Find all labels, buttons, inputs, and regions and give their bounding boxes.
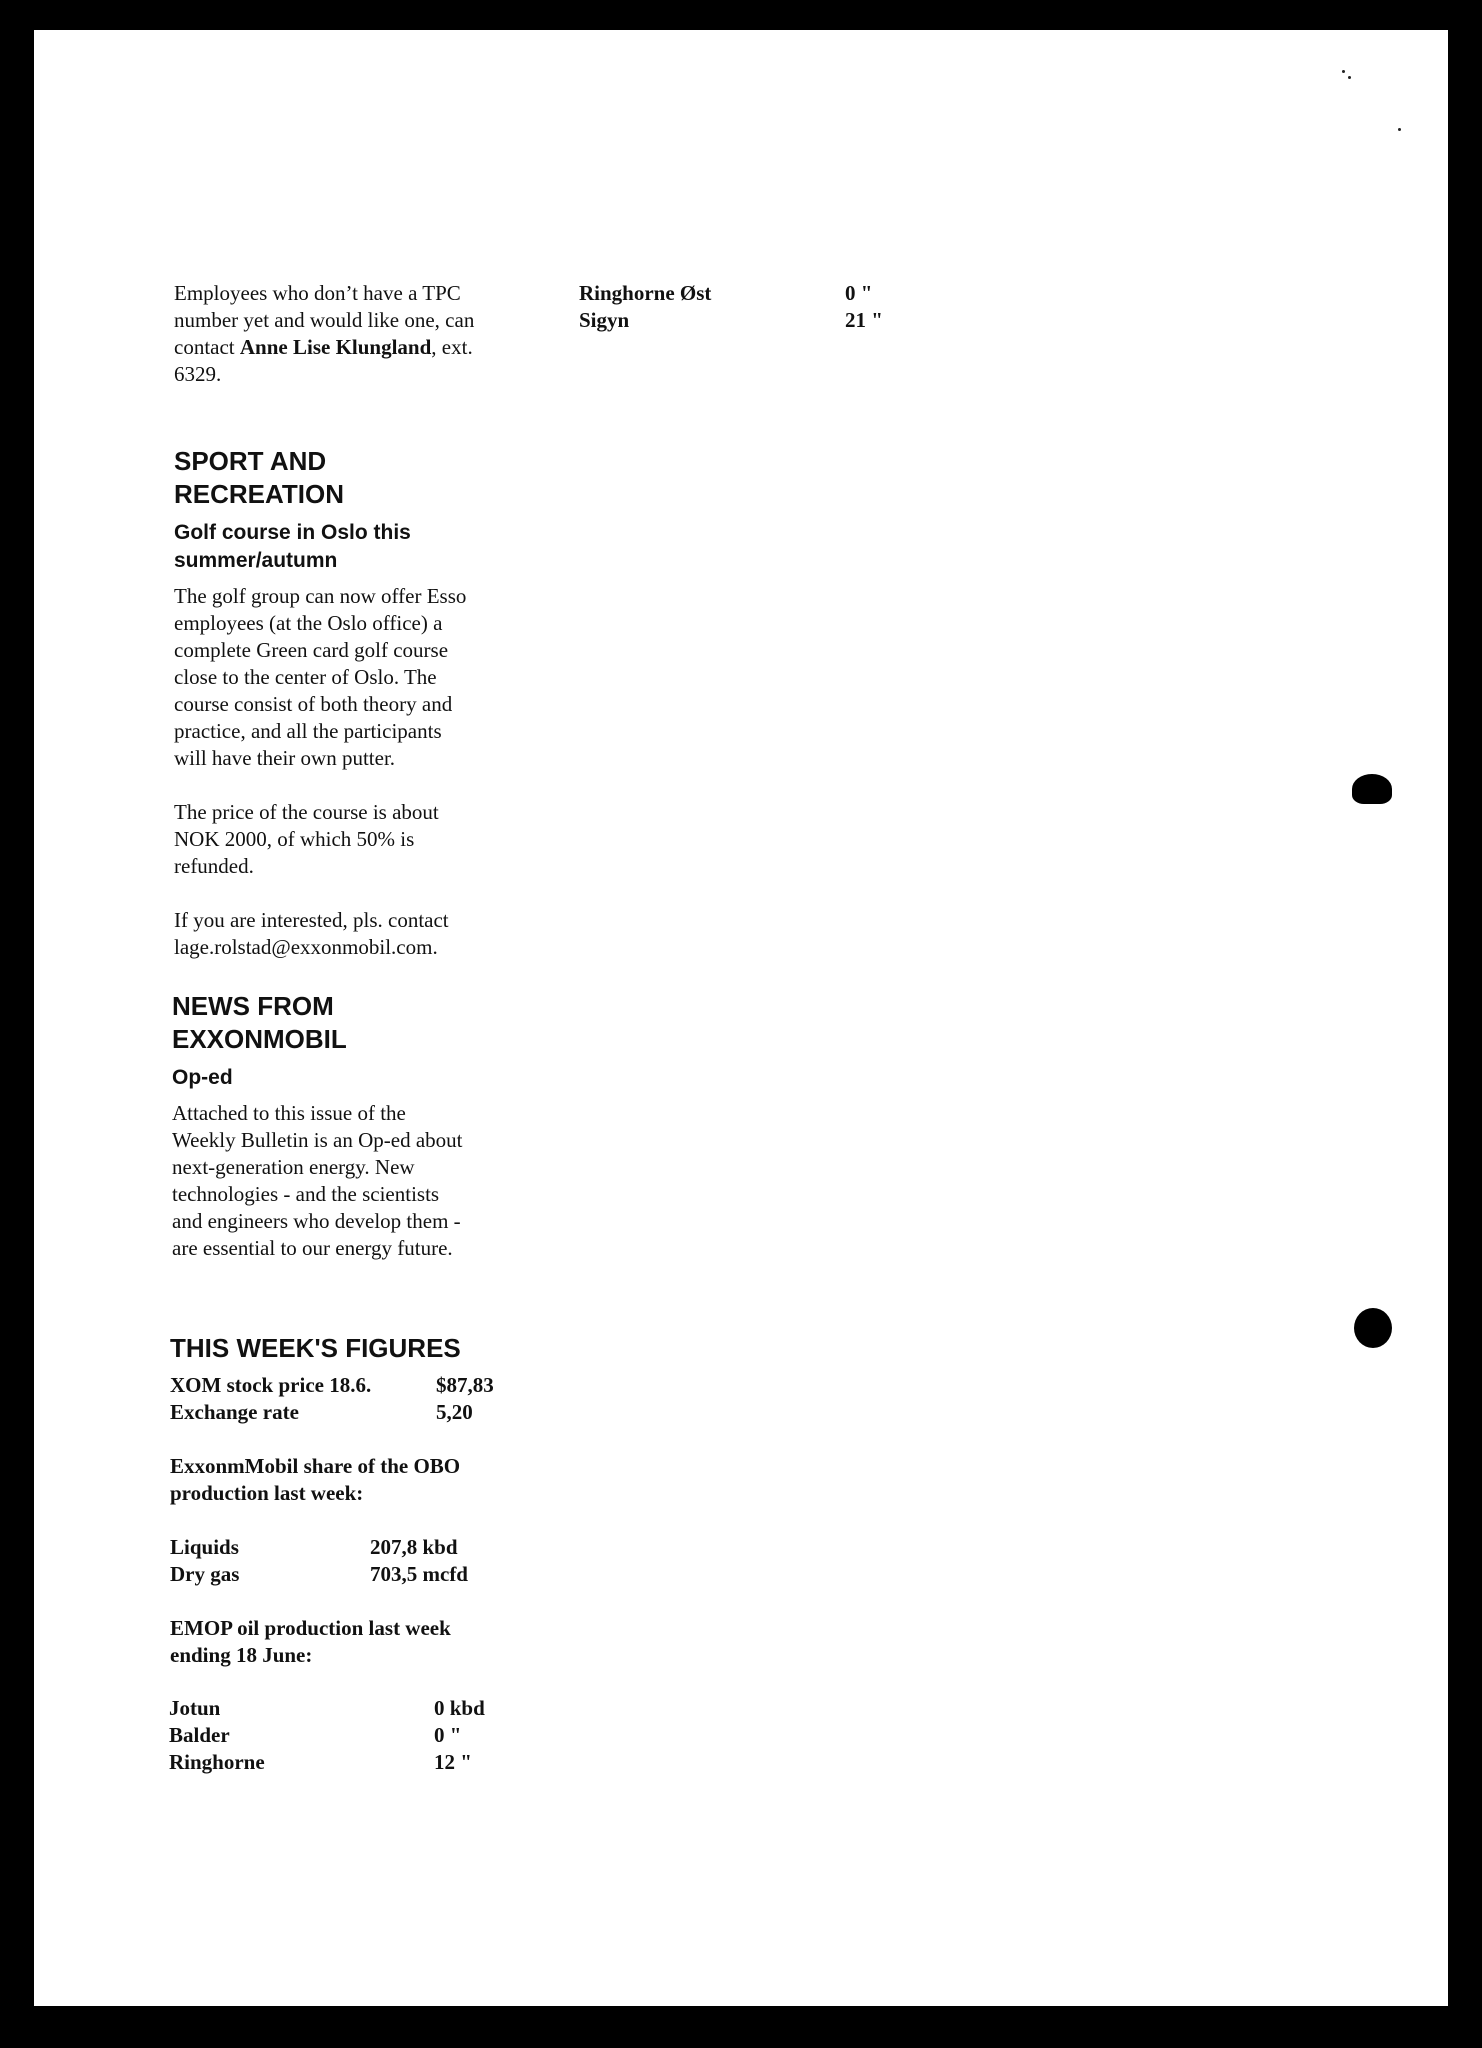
scan-speck xyxy=(1342,70,1345,73)
tpc-contact-prefix: contact xyxy=(174,335,240,359)
sport-heading-line-2: RECREATION xyxy=(174,479,344,509)
tpc-line-2: number yet and would like one, can xyxy=(174,308,475,332)
golf-p1-line: practice, and all the participants xyxy=(174,719,442,743)
golf-paragraph-1 xyxy=(174,583,564,772)
golf-p1-line: will have their own putter. xyxy=(174,746,396,770)
news-heading xyxy=(172,990,562,1056)
oped-subheading: Op-ed xyxy=(172,1066,233,1089)
emop-caption-line-1: EMOP oil production last week xyxy=(170,1616,451,1640)
oped-line: technologies - and the scientists xyxy=(172,1182,440,1206)
fx-value: 5,20 xyxy=(436,1400,473,1424)
field-value-balder: 0 " xyxy=(434,1723,462,1747)
golf-subheading xyxy=(174,519,564,575)
figures-heading: THIS WEEK'S FIGURES xyxy=(170,1333,461,1363)
golf-subheading-line-2: summer/autumn xyxy=(174,549,338,572)
golf-p2-line: refunded. xyxy=(174,854,254,878)
field-name-jotun: Jotun xyxy=(169,1696,221,1720)
fx-label: Exchange rate xyxy=(170,1400,299,1424)
golf-p1-line: complete Green card golf course xyxy=(174,638,449,662)
tpc-line-4: 6329. xyxy=(174,362,222,386)
punch-hole-bottom xyxy=(1354,1308,1392,1348)
golf-p1-line: The golf group can now offer Esso xyxy=(174,584,467,608)
sport-heading xyxy=(174,445,564,511)
sport-heading-line-1: SPORT AND xyxy=(174,446,327,476)
tpc-line-1: Employees who don’t have a TPC xyxy=(174,281,461,305)
golf-p1-line: course consist of both theory and xyxy=(174,692,453,716)
document-page xyxy=(34,30,1448,2006)
field-name-balder: Balder xyxy=(169,1723,230,1747)
news-heading-line-1: NEWS FROM xyxy=(172,991,334,1021)
field-value-jotun: 0 kbd xyxy=(434,1696,485,1720)
golf-subheading-line-1: Golf course in Oslo this xyxy=(174,521,411,544)
tpc-paragraph xyxy=(174,280,554,388)
stock-label: XOM stock price 18.6. xyxy=(170,1373,372,1397)
drygas-label: Dry gas xyxy=(170,1562,240,1586)
news-heading-line-2: EXXONMOBIL xyxy=(172,1024,347,1054)
drygas-value: 703,5 mcfd xyxy=(370,1562,468,1586)
oped-line: Weekly Bulletin is an Op-ed about xyxy=(172,1128,463,1152)
tpc-contact-suffix: , ext. xyxy=(431,335,473,359)
punch-hole-top xyxy=(1352,774,1392,804)
emop-caption-line-2: ending 18 June: xyxy=(170,1643,313,1667)
field-name-ringhorne-ost: Ringhorne Øst xyxy=(579,281,712,305)
golf-paragraph-3 xyxy=(174,907,564,961)
liquids-value: 207,8 kbd xyxy=(370,1535,458,1559)
golf-p1-line: close to the center of Oslo. The xyxy=(174,665,437,689)
golf-paragraph-2 xyxy=(174,799,564,880)
field-value-ringhorne-ost: 0 " xyxy=(845,281,873,305)
obo-caption-line-1: ExxonmMobil share of the OBO xyxy=(170,1454,461,1478)
oped-line: and engineers who develop them - xyxy=(172,1209,461,1233)
field-value-ringhorne: 12 " xyxy=(434,1750,472,1774)
stock-value: $87,83 xyxy=(436,1373,494,1397)
scan-speck xyxy=(1348,76,1351,79)
field-name-ringhorne: Ringhorne xyxy=(169,1750,265,1774)
news-section xyxy=(172,990,562,1262)
golf-contact-email: lage.rolstad@exxonmobil.com. xyxy=(174,935,438,959)
oped-line: are essential to our energy future. xyxy=(172,1236,453,1260)
scan-speck xyxy=(1398,128,1401,131)
golf-p1-line: employees (at the Oslo office) a xyxy=(174,611,443,635)
tpc-contact-name: Anne Lise Klungland xyxy=(239,335,432,359)
oped-paragraph xyxy=(172,1100,562,1262)
field-name-sigyn: Sigyn xyxy=(579,308,630,332)
golf-p3-line: If you are interested, pls. contact xyxy=(174,908,449,932)
liquids-label: Liquids xyxy=(170,1535,239,1559)
sport-section xyxy=(174,445,564,961)
oped-line: next-generation energy. New xyxy=(172,1155,415,1179)
tpc-line-3 xyxy=(174,334,554,361)
golf-p2-line: The price of the course is about xyxy=(174,800,439,824)
obo-caption-line-2: production last week: xyxy=(170,1481,364,1505)
oped-line: Attached to this issue of the xyxy=(172,1101,406,1125)
field-value-sigyn: 21 " xyxy=(845,308,883,332)
golf-p2-line: NOK 2000, of which 50% is xyxy=(174,827,415,851)
